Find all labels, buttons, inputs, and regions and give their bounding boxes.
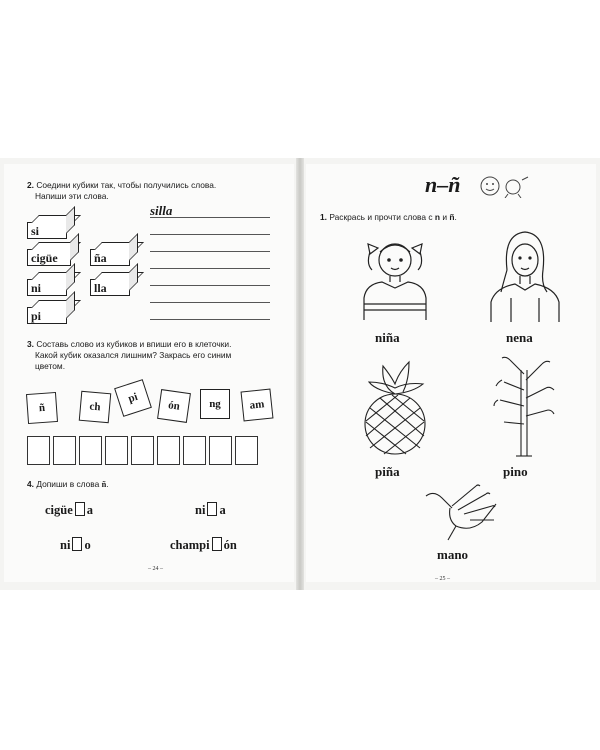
task-3-line2: Какой кубик оказался лишним? Закрась его синим — [35, 350, 232, 360]
answer-cell-7[interactable] — [183, 436, 206, 465]
answer-cell-2[interactable] — [53, 436, 76, 465]
fill-box[interactable] — [75, 502, 85, 516]
letters-mascot-icon — [478, 174, 532, 198]
task-2-text-line1: Соедини кубики так, чтобы получились слова. — [36, 180, 217, 190]
cube-si: si — [27, 222, 67, 239]
dice-ch: ch — [79, 391, 112, 424]
write-line-2 — [150, 234, 270, 235]
page-heading: n–ñ — [425, 172, 461, 197]
answer-cell-5[interactable] — [131, 436, 154, 465]
answer-cell-3[interactable] — [79, 436, 102, 465]
task-3-line3: цветом. — [35, 361, 66, 371]
task-1-text: Раскрась и прочти слова с — [329, 212, 435, 222]
task-3-number: 3. — [27, 339, 34, 349]
dice-am: am — [241, 389, 274, 422]
caption-nina: niña — [375, 330, 400, 345]
answer-cell-1[interactable] — [27, 436, 50, 465]
caption-nena: nena — [506, 330, 533, 345]
fill-word-ni-o: ni o — [60, 538, 91, 552]
write-line-7 — [150, 319, 270, 320]
answer-cell-9[interactable] — [235, 436, 258, 465]
girl-picture — [350, 230, 440, 322]
task-2-text-line2: Напиши эти слова. — [35, 191, 109, 201]
tree-picture — [488, 350, 558, 458]
task-4-instruction — [27, 479, 109, 490]
fill-word-champi-on: champi ón — [170, 538, 237, 552]
book-gutter — [296, 158, 304, 590]
cube-lla: lla — [90, 279, 130, 296]
task-4-letter: ñ — [101, 480, 107, 489]
fill-box[interactable] — [207, 502, 217, 516]
task-1-instruction — [320, 212, 457, 223]
page-number-left: – 24 – — [148, 566, 163, 572]
example-word-silla: silla — [150, 203, 173, 218]
caption-pina: piña — [375, 464, 400, 479]
task-3-instruction — [27, 339, 292, 372]
answer-cell-6[interactable] — [157, 436, 180, 465]
dice-n-tilde: ñ — [26, 392, 58, 424]
task-2-number: 2. — [27, 180, 34, 190]
answer-cell-4[interactable] — [105, 436, 128, 465]
dice-pi: pi — [114, 379, 152, 417]
dice-on: ón — [157, 389, 191, 423]
write-line-6 — [150, 302, 270, 303]
task-2-instruction — [27, 180, 292, 202]
task-1-letter-n: n — [434, 212, 441, 222]
task-1-letter-nn: ñ — [449, 212, 455, 222]
task-4-number: 4. — [27, 479, 34, 489]
page-number-right: – 25 – — [435, 576, 450, 582]
caption-mano: mano — [437, 547, 469, 562]
hand-picture — [420, 478, 500, 544]
pineapple-picture — [352, 358, 438, 456]
cube-cigue: cigüe — [27, 249, 71, 266]
task-4-text: Допиши в слова — [36, 479, 102, 489]
write-line-4 — [150, 268, 270, 269]
cube-ni: ni — [27, 279, 67, 296]
fill-box[interactable] — [72, 537, 82, 551]
cube-na: ña — [90, 249, 130, 266]
fill-box[interactable] — [212, 537, 222, 551]
write-line-5 — [150, 285, 270, 286]
fill-word-cigue-a: cigüe a — [45, 503, 94, 517]
write-line-1 — [150, 217, 270, 218]
task-1-end: . — [454, 212, 457, 222]
cube-pi: pi — [27, 307, 67, 324]
task-3-line1: Составь слово из кубиков и впиши его в клеточки. — [36, 339, 232, 349]
fill-word-ni-a: ni a — [195, 503, 226, 517]
caption-pino: pino — [503, 464, 528, 479]
dice-ng: ng — [200, 389, 230, 419]
task-4-end: . — [106, 479, 109, 489]
answer-cell-8[interactable] — [209, 436, 232, 465]
task-1-number: 1. — [320, 212, 327, 222]
write-line-3 — [150, 251, 270, 252]
woman-picture — [485, 228, 565, 324]
task-1-and: и — [440, 212, 450, 222]
